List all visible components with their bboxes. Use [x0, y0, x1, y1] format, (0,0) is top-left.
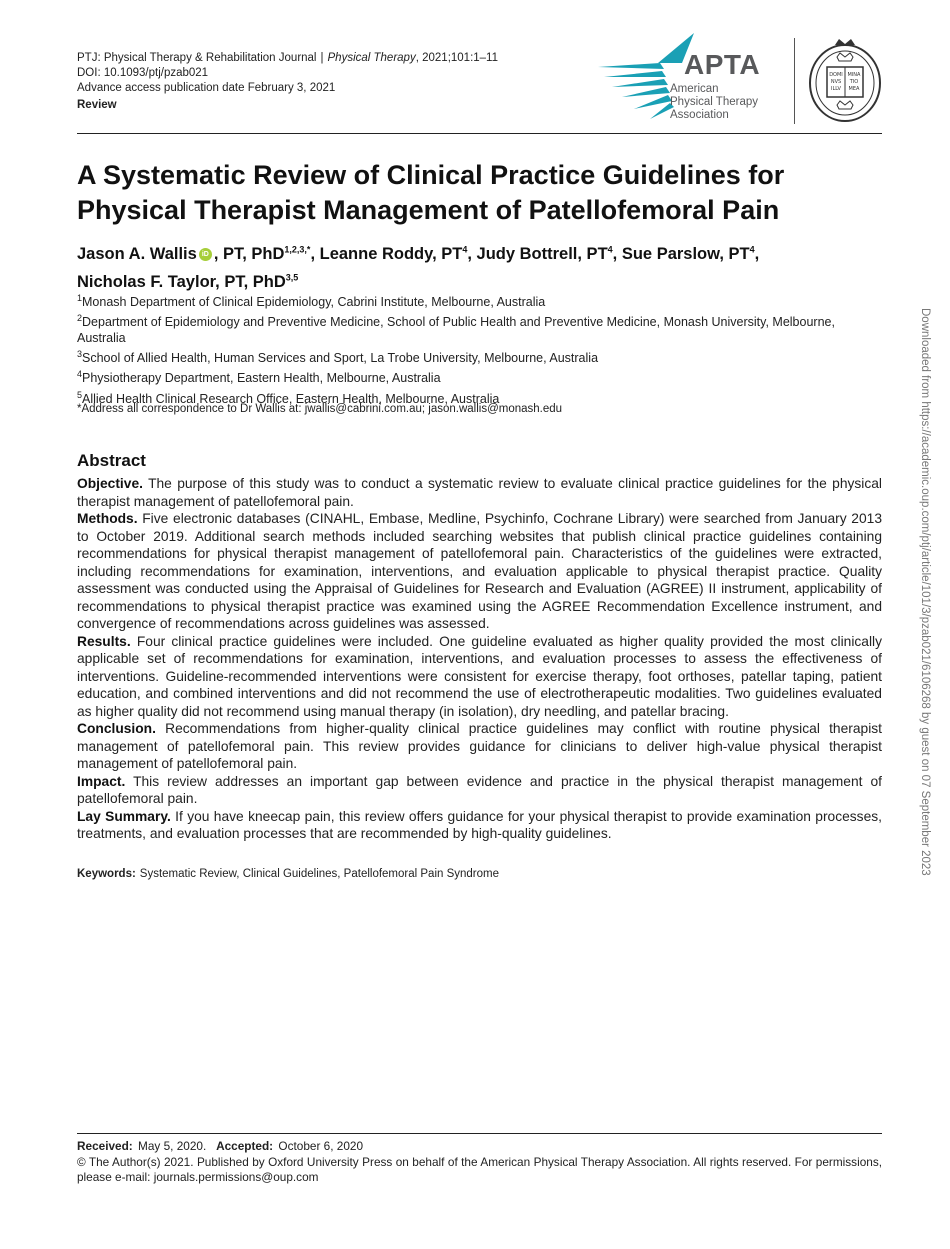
- apta-subtitle: [670, 83, 758, 122]
- apta-line3: Association: [670, 109, 729, 121]
- affiliation: $^2$Department of Epidemiology and Preventive Medicine, School of Public Health and Preventive Medicine, Monash University, Melbourne, Australia: [77, 313, 835, 346]
- author-list: [77, 237, 882, 294]
- journal-citation-line: [77, 51, 498, 66]
- seal-text-4: MINA: [847, 72, 861, 78]
- correspondence: *Address all correspondence to Dr Wallis at: jwallis@cabrini.com.au; jason.wallis@monash.edu: [77, 403, 563, 415]
- doi[interactable]: DOI: 10.1093/ptj/pzab021: [77, 67, 209, 79]
- dates-line: Received: May 5, 2020. Accepted: October 6, 2020: [77, 1139, 364, 1153]
- abstract-methods: Methods. Five electronic databases (CINAHL, Embase, Medline, Psychinfo, Cochrane Library) were searched from January 2013 to October 2019. Additional search methods included searching websites that publish clinical practice guidelines containing recommendations for physical therapist management of patellofemoral pain. Characteristics of the guidelines were extracted, including recommendations for examination, interventions, and evaluation applicable to physical therapist practice. Quality assessment was conducted using the Appraisal of Guidelines for Research and Evaluation (AGREE) II instrument, applicability of recommendations to physical therapist practice was examined using the AGREE Recommendation Excellence instrument, and convergence of recommendations across guidelines was assessed.: [77, 511, 882, 631]
- author-5: Nicholas F. Taylor, PT, PhD$^{3,5}$: [77, 272, 299, 291]
- author-4: Sue Parslow, $PT^4$,: [621, 244, 760, 263]
- affiliation: $^5$Allied Health Clinical Research Office, Eastern Health, Melbourne, Australia: [77, 389, 500, 406]
- seal-text-1: DOMI: [829, 72, 843, 78]
- article-type: Review: [77, 99, 117, 111]
- affiliations: [77, 290, 837, 407]
- abstract-body: [77, 475, 882, 843]
- footer-rule: [77, 1133, 882, 1134]
- article-title: A Systematic Review of Clinical Practice Guidelines for Physical Therapist Management of Patellofemoral Pain: [77, 160, 785, 225]
- citation: , 2021;101:1–11: [415, 52, 498, 64]
- author-3: Judy Bottrell, $PT^4$,: [476, 244, 622, 263]
- affiliation: $^4$Physiotherapy Department, Eastern Health, Melbourne, Australia: [77, 369, 441, 386]
- keywords: Keywords: Systematic Review, Clinical Guidelines, Patellofemoral Pain Syndrome: [77, 868, 500, 880]
- journal-italic: Physical Therapy: [327, 52, 416, 64]
- seal-text-2: NVS: [830, 79, 842, 85]
- author-1: Jason A. Wallis iD , PT, PhD$^{1,2,3,*}$,: [77, 244, 320, 263]
- seal-text-3: ILLV: [831, 86, 841, 92]
- author-2: Leanne Roddy, $PT^4$,: [319, 244, 477, 263]
- abstract-impact: Impact. This review addresses an important gap between evidence and practice in the physical therapist management of patellofemoral pain.: [77, 773, 882, 806]
- logo-divider: [794, 38, 795, 124]
- orcid-icon[interactable]: iD: [199, 248, 212, 261]
- abstract-conclusion: Conclusion. Recommendations from higher-quality clinical practice guidelines may conflict with routine physical therapist management of patellofemoral pain. This review provides guidance for clinicians to deliver high-value physical therapist management of patellofemoral pain.: [77, 721, 882, 771]
- apta-line2: Physical Therapy: [670, 96, 758, 108]
- apta-wordmark: APTA: [684, 49, 761, 80]
- seal-text-5: TIO: [849, 79, 859, 85]
- footer: [77, 1139, 882, 1186]
- download-note: Downloaded from https://academic.oup.com/ptj/article/101/3/pzab021/6106268 by guest on 07 September 2023: [919, 308, 931, 876]
- separator: |: [320, 52, 324, 64]
- apta-logo: [598, 33, 788, 125]
- journal-header: [77, 51, 498, 113]
- copyright: © The Author(s) 2021. Published by Oxford University Press on behalf of the American Physical Therapy Association. All rights reserved. For permissions, please e-mail: journals.permissions@oup.com: [77, 1154, 882, 1184]
- journal-name: PTJ: Physical Therapy & Rehabilitation Journal: [77, 52, 317, 64]
- affiliation: $^1$Monash Department of Clinical Epidemiology, Cabrini Institute, Melbourne, Australia: [77, 293, 546, 310]
- header-rule: [77, 133, 882, 134]
- seal-text-6: MEA: [848, 86, 860, 92]
- abstract-lay-summary: Lay Summary. If you have kneecap pain, this review offers guidance for your physical therapist to provide examination processes, treatments, and evaluation processes that are recommended by high-quality guidelines.: [77, 808, 882, 841]
- abstract-heading: Abstract: [77, 451, 146, 470]
- apta-line1: American: [670, 83, 719, 95]
- abstract-results: Results. Four clinical practice guidelines were included. One guideline evaluated as higher quality provided the most clinically applicable set of recommendations for examination, interventions, and evaluation processes to assess the effectiveness of interventions. Guideline-recommended interventions were consistent for exercise therapy, foot orthoses, patellar taping, patient education, and combined interventions and did not recommend the use of electrotherapeutic modalities. Two guidelines evaluated as higher quality did not recommend using manual therapy (in isolation), dry needling, and patellar bracing.: [77, 633, 882, 719]
- abstract-objective: Objective. The purpose of this study was to conduct a systematic review to evaluate clinical practice guidelines for the physical therapist management of patellofemoral pain.: [77, 476, 882, 509]
- oxford-seal-icon: [807, 35, 883, 125]
- advance-access-date: Advance access publication date February 3, 2021: [77, 82, 336, 94]
- affiliation: $^3$School of Allied Health, Human Services and Sport, La Trobe University, Melbourne, Australia: [77, 349, 599, 366]
